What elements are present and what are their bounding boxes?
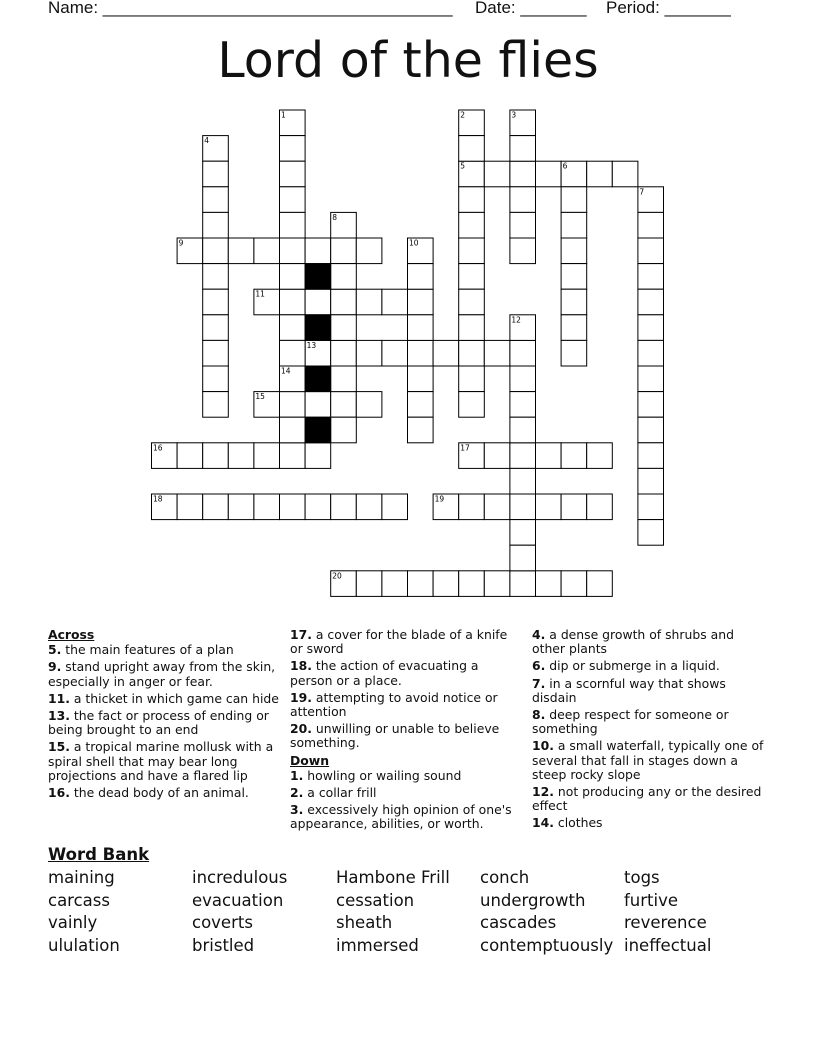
grid-block <box>305 264 331 290</box>
grid-cell[interactable] <box>510 468 536 494</box>
grid-cell[interactable] <box>433 340 459 366</box>
clue-item <box>48 709 280 737</box>
grid-cell[interactable] <box>305 238 331 264</box>
grid-cell[interactable] <box>254 289 280 315</box>
grid-cell[interactable] <box>459 212 485 238</box>
clue-text: the dead body of an animal. <box>69 785 249 801</box>
clue-number: 7 <box>639 187 645 197</box>
word-bank-item: ineffectual <box>624 936 712 955</box>
grid-cell[interactable] <box>331 315 357 341</box>
clue-number: 1 <box>281 110 286 120</box>
grid-cell[interactable] <box>638 468 664 494</box>
grid-cell[interactable] <box>305 443 331 469</box>
clue-text: the action of evacuating a person or a place. <box>290 658 479 688</box>
clues-column-3 <box>532 628 764 834</box>
clue-text: in a scornful way that shows disdain <box>532 675 726 705</box>
grid-cell[interactable] <box>561 238 587 264</box>
clue-number: 16 <box>153 443 163 453</box>
grid-cell[interactable] <box>536 443 562 469</box>
clue-number-label: 17. <box>290 627 312 642</box>
grid-cell[interactable] <box>587 443 613 469</box>
grid-cell[interactable] <box>331 289 357 315</box>
clue-number: 3 <box>511 110 517 120</box>
grid-cell[interactable] <box>280 161 306 187</box>
grid-cell[interactable] <box>510 366 536 392</box>
clue-text: the main features of a plan <box>61 642 234 658</box>
grid-cell[interactable] <box>305 494 331 520</box>
grid-cell[interactable] <box>510 545 536 571</box>
grid-cell[interactable] <box>561 571 587 597</box>
grid-cell[interactable] <box>228 494 254 520</box>
clue-number-label: 15. <box>48 739 70 755</box>
word-bank-item: maining <box>48 868 115 887</box>
word-bank-item: immersed <box>336 936 419 955</box>
clue-item <box>532 708 764 736</box>
grid-cell[interactable] <box>459 571 485 597</box>
clue-text: a cover for the blade of a knife or sword <box>290 627 508 657</box>
clue-number-label: 14. <box>532 815 554 831</box>
grid-cell[interactable] <box>459 161 485 187</box>
grid-cell[interactable] <box>638 212 664 238</box>
clue-item <box>290 691 518 719</box>
clue-item <box>290 628 518 656</box>
grid-cell[interactable] <box>203 264 229 290</box>
clue-item <box>48 786 280 800</box>
grid-cell[interactable] <box>459 315 485 341</box>
word-bank-item: bristled <box>192 936 255 955</box>
clue-number-label: 3. <box>290 802 304 818</box>
grid-cell[interactable] <box>177 494 203 520</box>
grid-cell[interactable] <box>587 571 613 597</box>
grid-cell[interactable] <box>484 494 510 520</box>
clue-text: a collar frill <box>303 785 377 801</box>
puzzle-title: Lord of the flies <box>217 32 599 89</box>
grid-cell[interactable] <box>280 136 306 162</box>
grid-cell[interactable] <box>280 494 306 520</box>
grid-cell[interactable] <box>280 238 306 264</box>
clue-number: 10 <box>409 238 419 248</box>
clue-text: a tropical marine mollusk with a spiral shell that may bear long projections and have a flared lip <box>48 739 274 783</box>
grid-cell[interactable] <box>510 315 536 341</box>
grid-cell[interactable] <box>638 238 664 264</box>
grid-cell[interactable] <box>561 315 587 341</box>
grid-cell[interactable] <box>305 340 331 366</box>
grid-cell[interactable] <box>587 161 613 187</box>
clue-number: 14 <box>281 366 291 376</box>
grid-cell[interactable] <box>280 110 306 136</box>
grid-cell[interactable] <box>356 494 382 520</box>
word-bank-item: vainly <box>48 913 98 932</box>
grid-cell[interactable] <box>561 161 587 187</box>
clue-item <box>532 677 764 705</box>
word-bank-item: reverence <box>624 913 707 932</box>
word-bank-item: conch <box>480 868 530 887</box>
grid-cell[interactable] <box>382 289 408 315</box>
grid-cell[interactable] <box>561 443 587 469</box>
grid-cell[interactable] <box>638 340 664 366</box>
grid-cell[interactable] <box>510 161 536 187</box>
period-field-label: Period: _______ <box>606 0 731 17</box>
grid-cell[interactable] <box>459 366 485 392</box>
clue-item <box>290 722 518 750</box>
grid-cell[interactable] <box>408 289 434 315</box>
word-bank-item: evacuation <box>192 891 284 910</box>
clue-number-label: 4. <box>532 627 546 642</box>
clues-column-1 <box>48 628 280 803</box>
grid-cell[interactable] <box>331 238 357 264</box>
grid-cell[interactable] <box>203 494 229 520</box>
grid-cell[interactable] <box>408 238 434 264</box>
grid-cell[interactable] <box>254 494 280 520</box>
word-bank-item: cascades <box>480 913 557 932</box>
clue-item <box>290 786 518 800</box>
clue-number: 11 <box>255 289 265 299</box>
grid-cell[interactable] <box>510 417 536 443</box>
grid-cell[interactable] <box>433 571 459 597</box>
grid-cell[interactable] <box>561 289 587 315</box>
clue-number-label: 7. <box>532 675 546 691</box>
date-field-label: Date: _______ <box>475 0 587 17</box>
grid-cell[interactable] <box>510 392 536 418</box>
grid-cell[interactable] <box>638 443 664 469</box>
clue-text: a thicket in which game can hide <box>69 690 279 706</box>
grid-block <box>305 366 331 392</box>
grid-cell[interactable] <box>561 494 587 520</box>
grid-cell[interactable] <box>408 315 434 341</box>
clue-number-label: 1. <box>290 767 304 783</box>
clue-item <box>532 816 764 830</box>
grid-cell[interactable] <box>612 161 638 187</box>
clue-text: dip or submerge in a liquid. <box>545 658 720 674</box>
grid-cell[interactable] <box>561 340 587 366</box>
grid-cell[interactable] <box>484 443 510 469</box>
grid-cell[interactable] <box>254 238 280 264</box>
grid-cell[interactable] <box>510 340 536 366</box>
grid-cell[interactable] <box>305 289 331 315</box>
grid-cell[interactable] <box>459 264 485 290</box>
word-bank-item: incredulous <box>192 868 288 887</box>
grid-cell[interactable] <box>152 494 178 520</box>
grid-cell[interactable] <box>638 520 664 546</box>
grid-cell[interactable] <box>331 340 357 366</box>
grid-cell[interactable] <box>536 161 562 187</box>
grid-cell[interactable] <box>305 392 331 418</box>
clue-number: 19 <box>434 494 445 504</box>
grid-cell[interactable] <box>638 187 664 213</box>
grid-cell[interactable] <box>203 340 229 366</box>
grid-block <box>305 417 331 443</box>
word-bank-title: Word Bank <box>48 845 150 864</box>
grid-cell[interactable] <box>331 494 357 520</box>
grid-cell[interactable] <box>203 392 229 418</box>
grid-cell[interactable] <box>459 392 485 418</box>
grid-cell[interactable] <box>228 238 254 264</box>
grid-cell[interactable] <box>203 289 229 315</box>
clue-item <box>48 643 280 657</box>
grid-cell[interactable] <box>408 571 434 597</box>
clue-number: 9 <box>178 238 184 248</box>
grid-cell[interactable] <box>280 443 306 469</box>
word-bank-item: carcass <box>48 891 110 910</box>
grid-cell[interactable] <box>280 417 306 443</box>
clue-number-label: 10. <box>532 738 554 754</box>
across-heading: Across <box>48 627 95 642</box>
grid-cell[interactable] <box>177 443 203 469</box>
grid-cell[interactable] <box>331 392 357 418</box>
word-bank-item: undergrowth <box>480 891 586 910</box>
grid-cell[interactable] <box>280 289 306 315</box>
grid-cell[interactable] <box>356 340 382 366</box>
clue-item <box>532 659 764 673</box>
grid-cell[interactable] <box>203 187 229 213</box>
grid-cell[interactable] <box>280 264 306 290</box>
grid-cell[interactable] <box>203 238 229 264</box>
grid-cell[interactable] <box>638 417 664 443</box>
grid-cell[interactable] <box>459 238 485 264</box>
grid-cell[interactable] <box>203 136 229 162</box>
grid-cell[interactable] <box>331 212 357 238</box>
clue-text: the fact or process of ending or being brought to an end <box>48 708 269 738</box>
word-bank-item: sheath <box>336 913 393 932</box>
grid-cell[interactable] <box>356 289 382 315</box>
grid-cell[interactable] <box>638 315 664 341</box>
grid-cell[interactable] <box>433 494 459 520</box>
grid-cell[interactable] <box>510 520 536 546</box>
clue-item <box>532 628 764 656</box>
clue-number-label: 18. <box>290 658 312 674</box>
clue-item <box>290 769 518 783</box>
grid-cell[interactable] <box>280 212 306 238</box>
grid-cell[interactable] <box>484 161 510 187</box>
clue-item <box>290 803 518 831</box>
grid-cell[interactable] <box>280 366 306 392</box>
clue-number-label: 11. <box>48 690 70 706</box>
grid-cell[interactable] <box>408 264 434 290</box>
clue-number-label: 2. <box>290 785 304 801</box>
grid-cell[interactable] <box>280 392 306 418</box>
grid-cell[interactable] <box>638 392 664 418</box>
clue-number: 12 <box>511 315 521 325</box>
clue-number-label: 20. <box>290 721 312 737</box>
clue-number-label: 5. <box>48 642 62 658</box>
grid-cell[interactable] <box>254 392 280 418</box>
grid-cell[interactable] <box>459 187 485 213</box>
clue-number: 15 <box>255 392 265 402</box>
grid-cell[interactable] <box>459 136 485 162</box>
clue-text: a small waterfall, typically one of several that fall in stages down a steep rocky slope <box>532 738 764 782</box>
grid-cell[interactable] <box>331 417 357 443</box>
grid-cell[interactable] <box>510 136 536 162</box>
grid-cell[interactable] <box>331 571 357 597</box>
grid-cell[interactable] <box>356 392 382 418</box>
grid-cell[interactable] <box>561 187 587 213</box>
grid-cell[interactable] <box>177 238 203 264</box>
grid-cell[interactable] <box>382 494 408 520</box>
clue-text: unwilling or unable to believe something. <box>290 721 500 751</box>
clue-text: deep respect for someone or something <box>532 707 729 737</box>
grid-cell[interactable] <box>203 315 229 341</box>
grid-cell[interactable] <box>203 161 229 187</box>
clue-text: excessively high opinion of one's appearance, abilities, or worth. <box>290 802 512 832</box>
clue-text: a dense growth of shrubs and other plants <box>532 627 734 657</box>
grid-cell[interactable] <box>459 443 485 469</box>
grid-cell[interactable] <box>561 212 587 238</box>
grid-cell[interactable] <box>510 187 536 213</box>
clue-number-label: 6. <box>532 658 546 674</box>
grid-cell[interactable] <box>203 443 229 469</box>
clue-item <box>48 740 280 783</box>
clue-number: 4 <box>204 136 209 146</box>
grid-cell[interactable] <box>408 366 434 392</box>
grid-cell[interactable] <box>536 571 562 597</box>
grid-cell[interactable] <box>203 366 229 392</box>
grid-cell[interactable] <box>356 238 382 264</box>
clue-item <box>532 785 764 813</box>
clue-number: 13 <box>306 340 317 350</box>
clue-number-label: 19. <box>290 689 312 705</box>
clue-item <box>48 660 280 688</box>
grid-cell[interactable] <box>638 494 664 520</box>
grid-cell[interactable] <box>152 443 178 469</box>
grid-cell[interactable] <box>254 443 280 469</box>
grid-cell[interactable] <box>510 110 536 136</box>
clue-number: 5 <box>460 161 465 171</box>
grid-cell[interactable] <box>228 443 254 469</box>
grid-cell[interactable] <box>408 340 434 366</box>
clue-item <box>290 659 518 687</box>
grid-cell[interactable] <box>638 264 664 290</box>
word-bank-item: furtive <box>624 891 679 910</box>
clue-text: howling or wailing sound <box>303 767 462 783</box>
clue-item <box>532 739 764 782</box>
grid-cell[interactable] <box>510 571 536 597</box>
grid-cell[interactable] <box>510 443 536 469</box>
grid-cell[interactable] <box>408 392 434 418</box>
grid-cell[interactable] <box>382 340 408 366</box>
clue-number-label: 13. <box>48 708 70 724</box>
clue-item <box>48 692 280 706</box>
clue-number: 2 <box>460 110 465 120</box>
grid-cell[interactable] <box>459 494 485 520</box>
grid-cell[interactable] <box>280 340 306 366</box>
grid-cell[interactable] <box>331 264 357 290</box>
clue-text: not producing any or the desired effect <box>532 784 762 814</box>
clue-number-label: 12. <box>532 784 554 800</box>
clue-text: clothes <box>553 815 603 831</box>
down-heading: Down <box>290 752 330 768</box>
clue-number-label: 8. <box>532 707 546 723</box>
grid-cell[interactable] <box>638 366 664 392</box>
clue-number-label: 9. <box>48 659 62 675</box>
grid-cell[interactable] <box>587 494 613 520</box>
word-bank-item: coverts <box>192 913 253 932</box>
grid-cell[interactable] <box>203 212 229 238</box>
grid-cell[interactable] <box>510 238 536 264</box>
grid-cell[interactable] <box>382 571 408 597</box>
clue-text: attempting to avoid notice or attention <box>290 689 498 720</box>
grid-cell[interactable] <box>510 212 536 238</box>
name-field-label: Name: _____________________________________ <box>48 0 453 17</box>
grid-cell[interactable] <box>356 571 382 597</box>
word-bank-item: Hambone Frill <box>336 868 450 887</box>
grid-cell[interactable] <box>459 110 485 136</box>
clue-number-label: 16. <box>48 785 70 801</box>
grid-cell[interactable] <box>510 494 536 520</box>
word-bank-item: cessation <box>336 891 415 910</box>
grid-cell[interactable] <box>280 187 306 213</box>
grid-cell[interactable] <box>408 417 434 443</box>
grid-block <box>305 315 331 341</box>
grid-cell[interactable] <box>459 289 485 315</box>
grid-cell[interactable] <box>331 366 357 392</box>
grid-cell[interactable] <box>484 571 510 597</box>
clue-number: 20 <box>332 571 342 581</box>
grid-cell[interactable] <box>561 264 587 290</box>
word-bank-item: ululation <box>48 936 120 955</box>
clue-text: stand upright away from the skin, especially in anger or fear. <box>48 659 276 689</box>
clue-number: 8 <box>332 212 337 222</box>
grid-cell[interactable] <box>459 340 485 366</box>
clue-number: 6 <box>562 161 568 171</box>
grid-cell[interactable] <box>536 494 562 520</box>
clues-column-2 <box>290 628 518 835</box>
clue-number: 17 <box>460 443 470 453</box>
grid-cell[interactable] <box>484 340 510 366</box>
word-bank-item: contemptuously <box>480 936 614 955</box>
grid-cell[interactable] <box>638 289 664 315</box>
word-bank-item: togs <box>624 868 660 887</box>
grid-cell[interactable] <box>280 315 306 341</box>
clue-number: 18 <box>153 494 163 504</box>
